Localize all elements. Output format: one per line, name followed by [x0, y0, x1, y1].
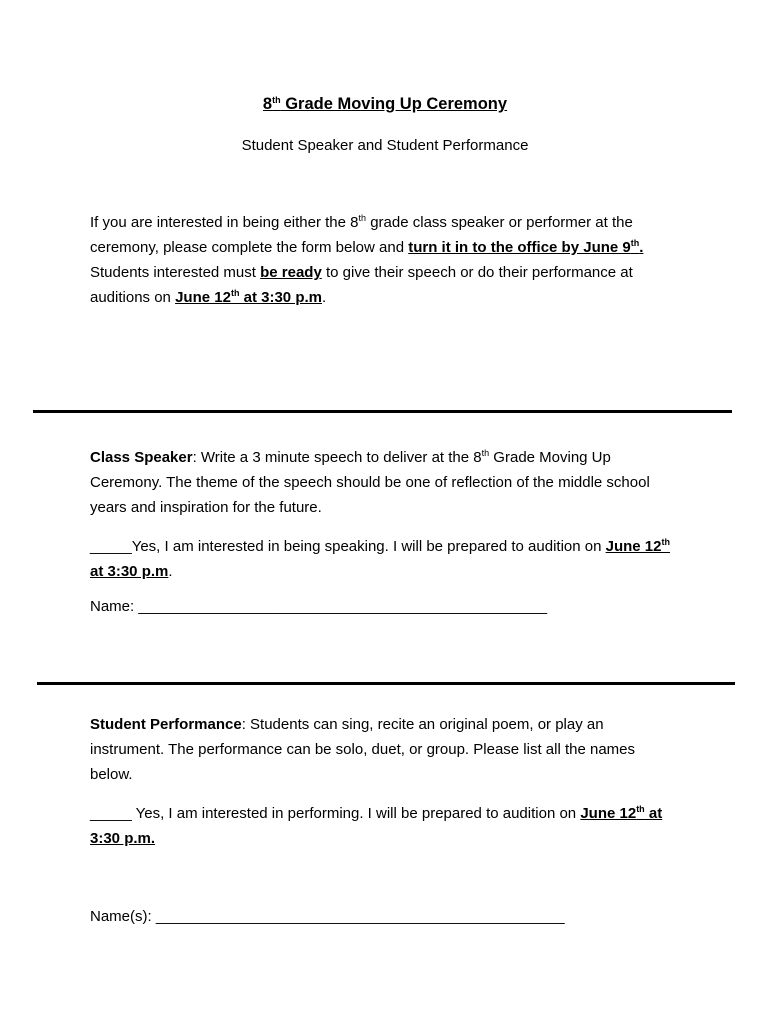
intro-deadline-text: turn it in to the office by June 9	[408, 239, 631, 256]
performance-names-field[interactable]: _________________________________________________	[155, 908, 565, 925]
performance-paragraph	[90, 712, 665, 787]
section-divider	[37, 682, 735, 685]
intro-audition-date-text: June 12	[175, 289, 231, 306]
performance-yes-blank[interactable]: _____ Yes, I am interested in performing. I will be prepared to audition on	[90, 805, 581, 822]
intro-paragraph	[90, 210, 690, 310]
intro-text: .	[321, 289, 327, 306]
intro-text: grade class speaker or performer at the ceremony, please complete the form below and	[90, 214, 633, 256]
intro-deadline-superscript: th	[630, 238, 640, 248]
speaker-paragraph	[90, 445, 670, 520]
speaker-name-field[interactable]: _________________________________________________	[138, 598, 548, 615]
speaker-date-time: at 3:30 p.m	[90, 563, 169, 580]
speaker-yes-blank[interactable]: _____Yes, I am interested in being speaking. I will be prepared to audition on	[90, 538, 606, 555]
document-subtitle: Student Speaker and Student Performance	[241, 137, 529, 154]
intro-text: If you are interested in being either the 8	[90, 214, 359, 231]
title-superscript: th	[272, 95, 281, 105]
intro-audition-date	[175, 289, 322, 306]
intro-emphasis: be ready	[260, 264, 322, 281]
title-text-rest: Grade Moving Up Ceremony	[280, 95, 508, 113]
speaker-name-line	[90, 598, 547, 615]
performance-heading: Student Performance	[90, 716, 242, 733]
intro-audition-time: at 3:30 p.m	[239, 289, 322, 306]
performance-text: : Students can sing, recite an original poem, or play an instrument. The performance can be solo, duet, or group. Please list all the names below.	[90, 716, 636, 783]
document-title	[0, 95, 770, 114]
title-text: 8	[262, 95, 273, 113]
speaker-checkbox-line	[90, 534, 670, 584]
speaker-name-label: Name:	[90, 598, 139, 615]
speaker-superscript: th	[481, 448, 490, 458]
performance-date-time: at 3:30 p.m.	[90, 805, 663, 847]
performance-date-text: June 12	[580, 805, 637, 822]
speaker-text: Grade Moving Up Ceremony. The theme of the speech should be one of reflection of the middle school years and inspiration for the future.	[90, 449, 650, 516]
intro-superscript: th	[358, 213, 367, 223]
section-divider	[33, 410, 732, 413]
performance-names-line	[90, 908, 565, 925]
speaker-date-end: .	[168, 563, 173, 580]
intro-deadline-end: .	[639, 239, 644, 256]
intro-deadline	[408, 239, 643, 256]
performance-date-superscript: th	[636, 804, 645, 814]
speaker-text: : Write a 3 minute speech to deliver at the 8	[192, 449, 482, 466]
speaker-date-superscript: th	[661, 537, 670, 547]
speaker-date-text: June 12	[605, 538, 662, 555]
performance-checkbox-line	[90, 801, 675, 851]
intro-audition-superscript: th	[230, 288, 240, 298]
speaker-heading: Class Speaker	[90, 449, 193, 466]
performance-names-label: Name(s):	[90, 908, 156, 925]
intro-text: Students interested must	[90, 264, 261, 281]
intro-text: to give their speech or do their performance at auditions on	[90, 264, 633, 306]
